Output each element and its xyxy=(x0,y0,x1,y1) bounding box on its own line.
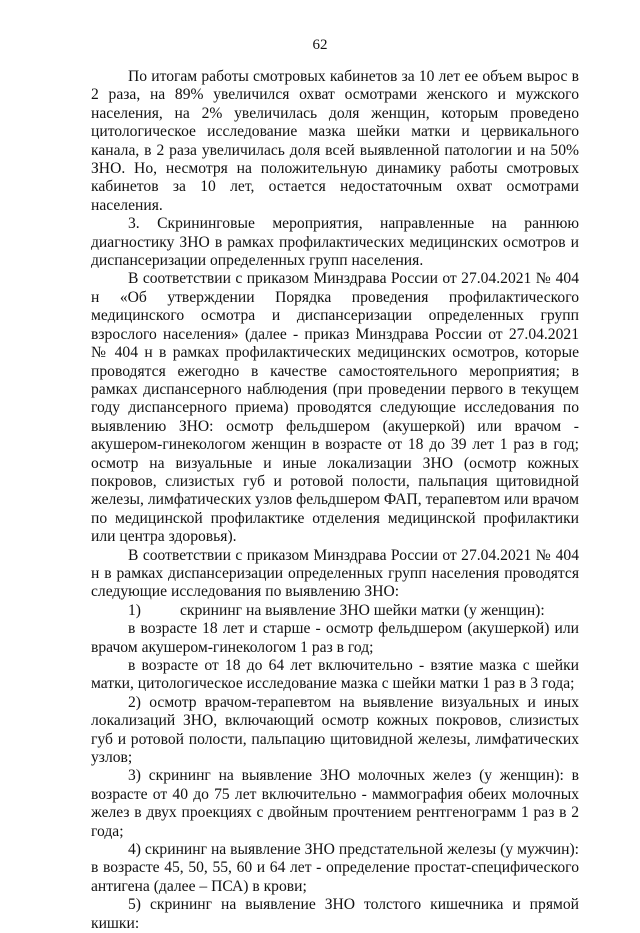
list-item-number: 1) xyxy=(128,601,141,619)
list-item-5-colorectal-screening: 5) скрининг на выявление ЗНО толстого кишечника и прямой кишки: xyxy=(91,896,579,932)
paragraph-order-404-preventive-exams: В соответствии с приказом Минздрава России от 27.04.2021 № 404 н «Об утверждении Порядка проведения профилактического медицинского осмотра и диспансеризации определенных групп взрослого населения» (далее - приказ Минздрава России от 27.04.2021 № 404 н в рамках профилактических медицинских осмотров, которые проводятся ежегодно в качестве самостоятельного мероприятия; в рамках диспансерного наблюдения (при проведении первого в текущем году диспансерного приема) проводятся следующие исследования по выявлению ЗНО: осмотр фельдшером (акушеркой) или врачом - акушером-гинекологом женщин в возрасте от 18 до 39 лет 1 раз в год; осмотр на визуальные и иные локализации ЗНО (осмотр кожных покровов, слизистых губ и ротовой полости, пальпация щитовидной железы, лимфатических узлов фельдшером ФАП, терапевтом или врачом по медицинской профилактике отделения медицинской профилактики или центра здоровья). xyxy=(91,270,579,546)
paragraph-section-3-heading: 3. Скрининговые мероприятия, направленные на раннюю диагностику ЗНО в рамках профилактических медицинских осмотров и диспансеризации определенных групп населения. xyxy=(91,215,579,270)
paragraph-order-404-dispensarization: В соответствии с приказом Минздрава России от 27.04.2021 № 404 н в рамках диспансеризации определенных групп населения проводятся следующие исследования по выявлению ЗНО: xyxy=(91,546,579,601)
list-item-text: скрининг на выявление ЗНО шейки матки (у женщин): xyxy=(180,601,545,619)
list-item-4-prostate-screening: 4) скрининг на выявление ЗНО предстательной железы (у мужчин): в возрасте 45, 50, 55, 60 и 64 лет - определение простат-специфического антигена (далее – ПСА) в крови; xyxy=(91,841,579,895)
document-body xyxy=(91,68,579,933)
list-paragraph-cervix-smear: в возрасте от 18 до 64 лет включительно - взятие мазка с шейки матки, цитологическое исследование мазка с шейки матки 1 раз в 3 года; xyxy=(91,657,579,693)
list-item-3-breast-screening: 3) скрининг на выявление ЗНО молочных желез (у женщин): в возрасте от 40 до 75 лет включительно - маммография обеих молочных желез в двух проекциях с двойным прочтением рентгенограмм 1 раз в 2 года; xyxy=(91,767,579,840)
paragraph-screening-rooms-results: По итогам работы смотровых кабинетов за 10 лет ее объем вырос в 2 раза, на 89% увеличился охват осмотрами женского и мужского населения, на 2% увеличилась доля женщин, которым проведено цитологическое исследование мазка шейки матки и цервикального канала, в 2 раза увеличилась доля всей выявленной патологии и на 50% ЗНО. Но, несмотря на положительную динамику работы смотровых кабинетов за 10 лет, остается недостаточным охват осмотрами населения. xyxy=(91,68,579,214)
list-item-1-heading xyxy=(91,602,579,620)
list-paragraph-cervix-exam: в возрасте 18 лет и старше - осмотр фельдшером (акушеркой) или врачом акушером-гинекологом 1 раз в год; xyxy=(91,620,579,656)
page-number: 62 xyxy=(312,37,328,53)
list-item-2-therapist-exam: 2) осмотр врачом-терапевтом на выявление визуальных и иных локализаций ЗНО, включающий осмотр кожных покровов, слизистых губ и ротовой полости, пальпацию щитовидной железы, лимфатических узлов; xyxy=(91,693,579,767)
